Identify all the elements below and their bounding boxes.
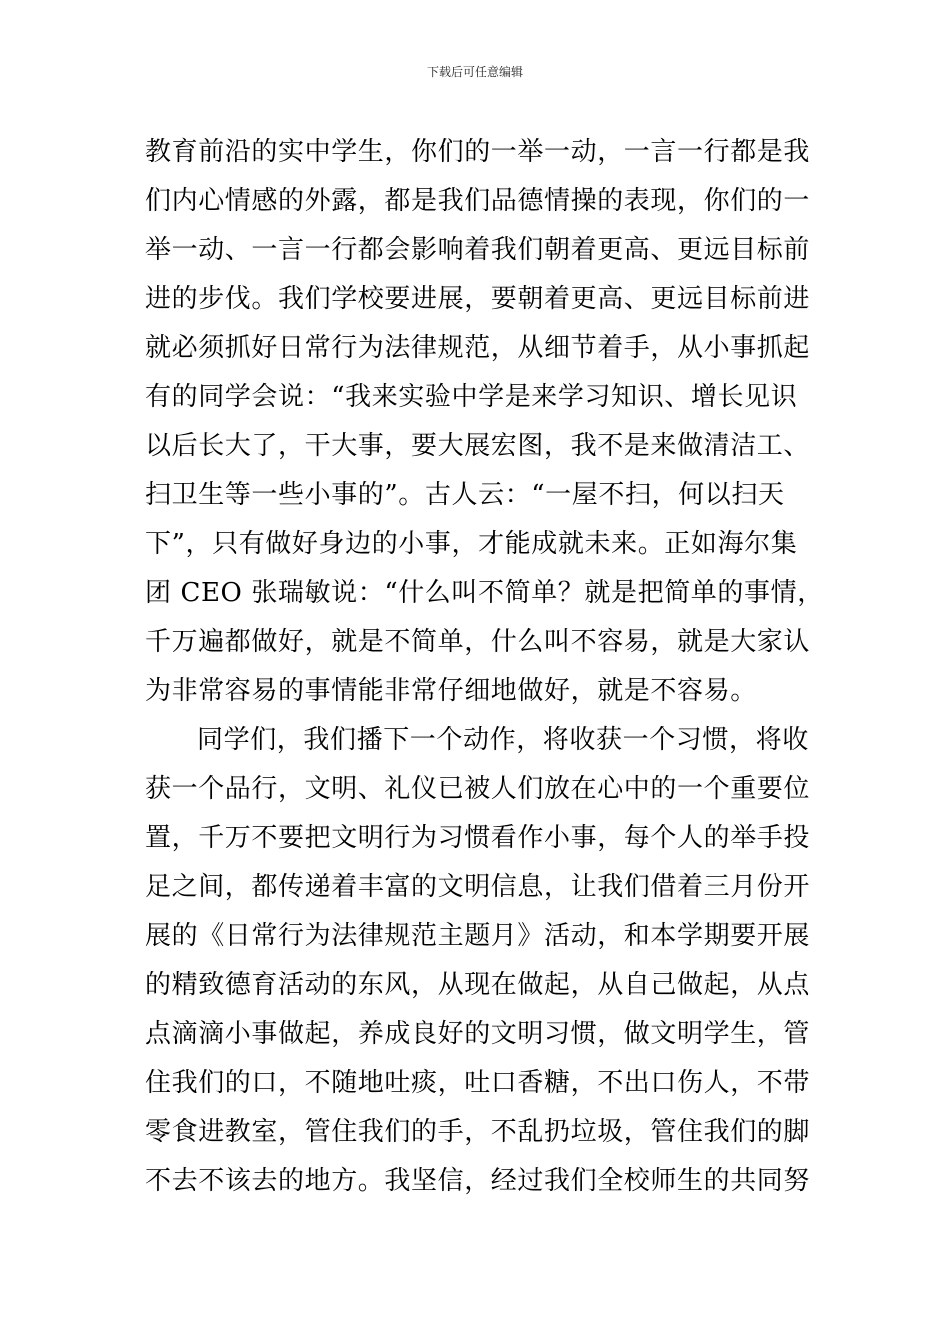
paragraph-2-line: 点滴滴小事做起，养成良好的文明习惯，做文明学生，管 bbox=[145, 1019, 811, 1049]
paragraph-1-line: 以后长大了，干大事，要大展宏图，我不是来做清洁工、 bbox=[145, 431, 811, 461]
paragraph-2-line: 零食进教室，管住我们的手，不乱扔垃圾，管住我们的脚 bbox=[145, 1117, 811, 1147]
paragraph-2-line: 展的《日常行为法律规范主题月》活动，和本学期要开展 bbox=[145, 921, 811, 951]
paragraph-2-line: 的精致德育活动的东风，从现在做起，从自己做起，从点 bbox=[145, 970, 811, 1000]
paragraph-1-line: 有的同学会说：“我来实验中学是来学习知识、增长见识 bbox=[145, 382, 798, 412]
paragraph-2-line: 住我们的口，不随地吐痰，吐口香糖，不出口伤人，不带 bbox=[145, 1068, 811, 1098]
paragraph-1-line: 举一动、一言一行都会影响着我们朝着更高、更远目标前 bbox=[145, 235, 811, 265]
paragraph-1-line: 进的步伐。我们学校要进展，要朝着更高、更远目标前进 bbox=[145, 284, 811, 314]
paragraph-1-line: 们内心情感的外露，都是我们品德情操的表现，你们的一 bbox=[145, 186, 811, 216]
paragraph-1-line: 千万遍都做好，就是不简单，什么叫不容易，就是大家认 bbox=[145, 627, 811, 657]
paragraph-1-line: 扫卫生等一些小事的”。古人云：“一屋不扫，何以扫天 bbox=[145, 480, 785, 510]
paragraph-2-line: 置，千万不要把文明行为习惯看作小事，每个人的举手投 bbox=[145, 823, 811, 853]
document-body bbox=[145, 128, 824, 1206]
paragraph-1-line: 为非常容易的事情能非常仔细地做好，就是不容易。 bbox=[145, 676, 757, 706]
page-header-note: 下载后可任意编辑 bbox=[426, 65, 523, 79]
paragraph-1-line: 教育前沿的实中学生，你们的一举一动，一言一行都是我 bbox=[145, 137, 811, 167]
paragraph-1-line: 下”，只有做好身边的小事，才能成就未来。正如海尔集 bbox=[145, 529, 798, 559]
paragraph-2-line: 获一个品行，文明、礼仪已被人们放在心中的一个重要位 bbox=[145, 774, 811, 804]
paragraph-1-line: 就必须抓好日常行为法律规范，从细节着手，从小事抓起 bbox=[145, 333, 811, 363]
paragraph-2-line: 同学们，我们播下一个动作，将收获一个习惯，将收 bbox=[197, 725, 809, 755]
paragraph-2-line: 足之间，都传递着丰富的文明信息，让我们借着三月份开 bbox=[145, 872, 811, 902]
paragraph-1-line: 团 CEO 张瑞敏说：“什么叫不简单？就是把简单的事情， bbox=[145, 578, 824, 608]
paragraph-2-line: 不去不该去的地方。我坚信，经过我们全校师生的共同努 bbox=[145, 1166, 811, 1196]
